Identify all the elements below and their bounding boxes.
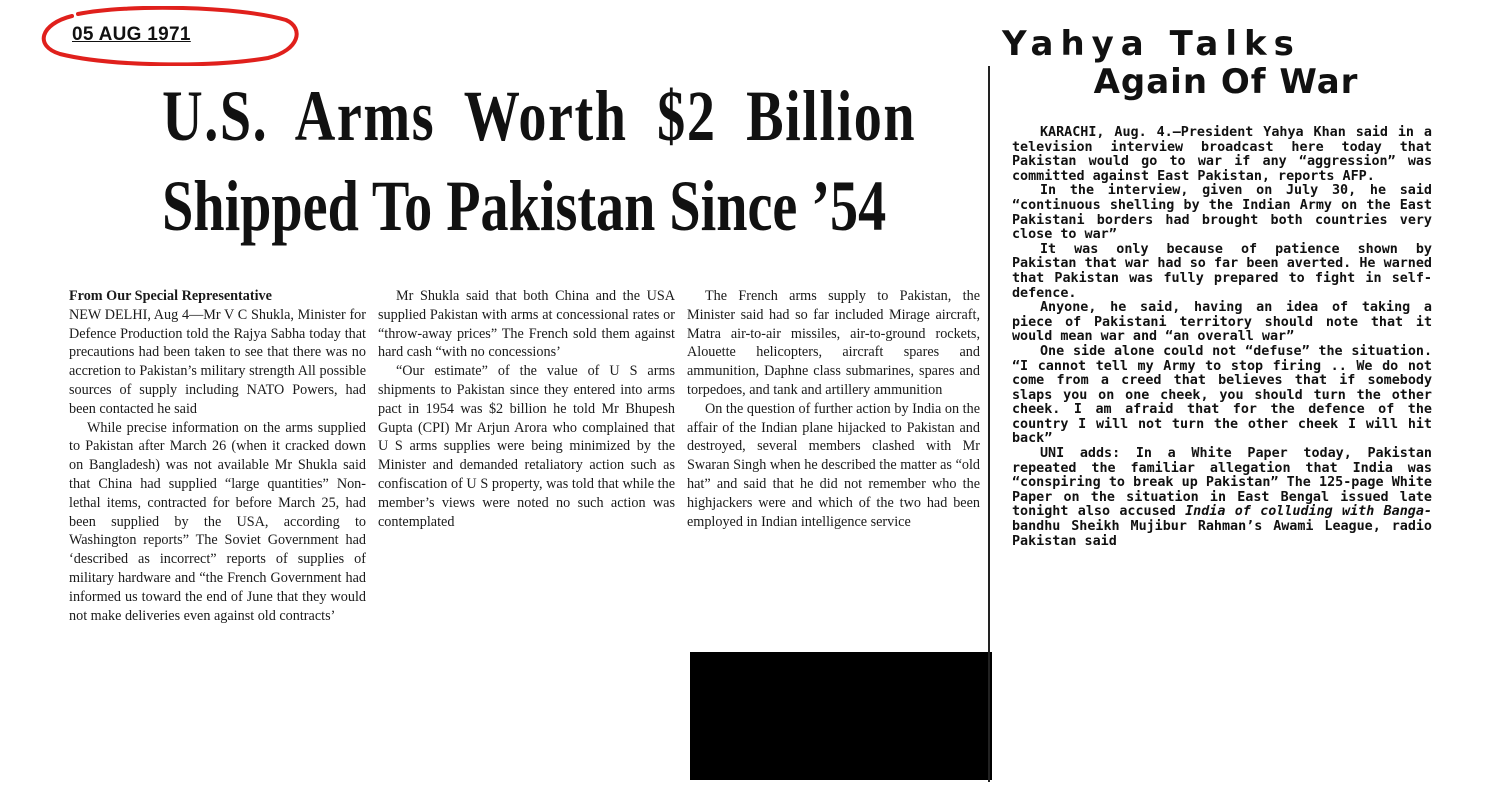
article-column-1 bbox=[69, 287, 366, 625]
column-divider bbox=[988, 66, 990, 782]
redaction-block bbox=[690, 652, 992, 780]
uni-tail-text: bandhu Sheikh Mujibur Rahman’s Awami League, radio Pakistan said bbox=[1012, 519, 1432, 549]
article-paragraph: NEW DELHI, Aug 4—Mr V C Shukla, Minister for Defence Production told the Rajya Sabha today that precautions had been taken to see that there was no accretion to Pakistan’s military strength All possible sources of supply including NATO Powers, had been contacted he said bbox=[69, 306, 366, 417]
article-paragraph: The French arms supply to Pakistan, the Minister said had so far included Mirage aircraft, Matra air-to-air missiles, air-to-ground rockets, Alouette helicopters, aircraft spares and ammunition, Daphne class submarines, spares and torpedoes, and tank and artillery ammunition bbox=[687, 288, 980, 398]
article-column-3 bbox=[687, 287, 980, 531]
headline-line-2: Shipped To Pakistan Since ’54 bbox=[162, 166, 887, 246]
date-label: 05 AUG 1971 bbox=[72, 24, 191, 45]
article-paragraph: Mr Shukla said that both China and the USA supplied Pakistan with arms at concessional rates or “throw-away prices” The French sold them against hard cash “with no concessions’ bbox=[378, 288, 675, 361]
side-paragraph: It was only because of patience shown by Pakistan that war had so far been averted. He warned that Pakistan was fully prepared to fight in self-defence. bbox=[1012, 241, 1432, 301]
side-headline-line-2: Again Of War bbox=[1093, 62, 1359, 102]
headline-line-1: U.S. Arms Worth $2 Billion bbox=[162, 76, 917, 156]
byline: From Our Special Representative bbox=[69, 288, 272, 304]
main-headline bbox=[162, 72, 917, 252]
side-paragraph: KARACHI, Aug. 4.—President Yahya Khan said in a television interview broadcast here today that Pakistan would go to war if any “aggression” was committed against East Pakistan, reports AFP. bbox=[1012, 125, 1432, 184]
article-paragraph: While precise information on the arms supplied to Pakistan after March 26 (when it cracked down on Bangladesh) was not available Mr Shukla said that China had supplied “large quantities” Non-lethal items, contracted for before March 25, had been supplied by the USA, according to Washington reports” The Soviet Government had ‘described as incorrect” reports of supplies of military hardware and “the French Government had informed us toward the end of June that they would not make deliveries even against old contracts’ bbox=[69, 419, 366, 624]
side-headline bbox=[1002, 26, 1450, 102]
side-headline-line-1: Yahya Talks bbox=[1002, 24, 1301, 64]
article-paragraph: On the question of further action by India on the affair of the Indian plane hijacked to Pakistan and destroyed, several members clashed with Mr Swaran Singh when he described the matter as “old hat” and said that he did not remember who the highjackers were and which of the two had been employed in Indian intelligence service bbox=[687, 400, 980, 530]
side-paragraph: One side alone could not “defuse” the situation. “I cannot tell my Army to stop firing .. We do not come from a creed that believes that if somebody slaps you on one cheek, you should turn the other cheek. I am afraid that for the defence of the country I will not turn the other cheek I will hit back” bbox=[1012, 343, 1432, 447]
side-paragraph: In the interview, given on July 30, he said “continuous shelling by the Indian Army on the East Pakistani borders had brought both countries very close to war” bbox=[1012, 183, 1432, 243]
uni-italic-text: India of colluding with Banga- bbox=[1185, 504, 1432, 520]
date-stamp bbox=[38, 6, 300, 66]
article-paragraph: “Our estimate” of the value of U S arms shipments to Pakistan since they entered into arms pact in 1954 was $2 billion he told Mr Bhupesh Gupta (CPI) Mr Arjun Arora who complained that U S arms supplies were being minimized by the Minister and demanded retaliatory action such as confiscation of U S property, was told that while the member’s views were noted no such action was contemplated bbox=[378, 363, 675, 530]
article-column-2 bbox=[378, 287, 675, 531]
side-article-body bbox=[1012, 126, 1432, 549]
uni-text: UNI adds: In a White Paper today, Pakistan repeated the familiar allegation that India was “conspiring to break up Pakistan” The 125-page White Paper on the situation in East Bengal issued late tonight also accused bbox=[1012, 446, 1432, 520]
side-paragraph-uni bbox=[1012, 447, 1432, 549]
side-paragraph: Anyone, he said, having an idea of taking a piece of Pakistani territory should note that it would mean war and “an overall war” bbox=[1012, 300, 1432, 345]
